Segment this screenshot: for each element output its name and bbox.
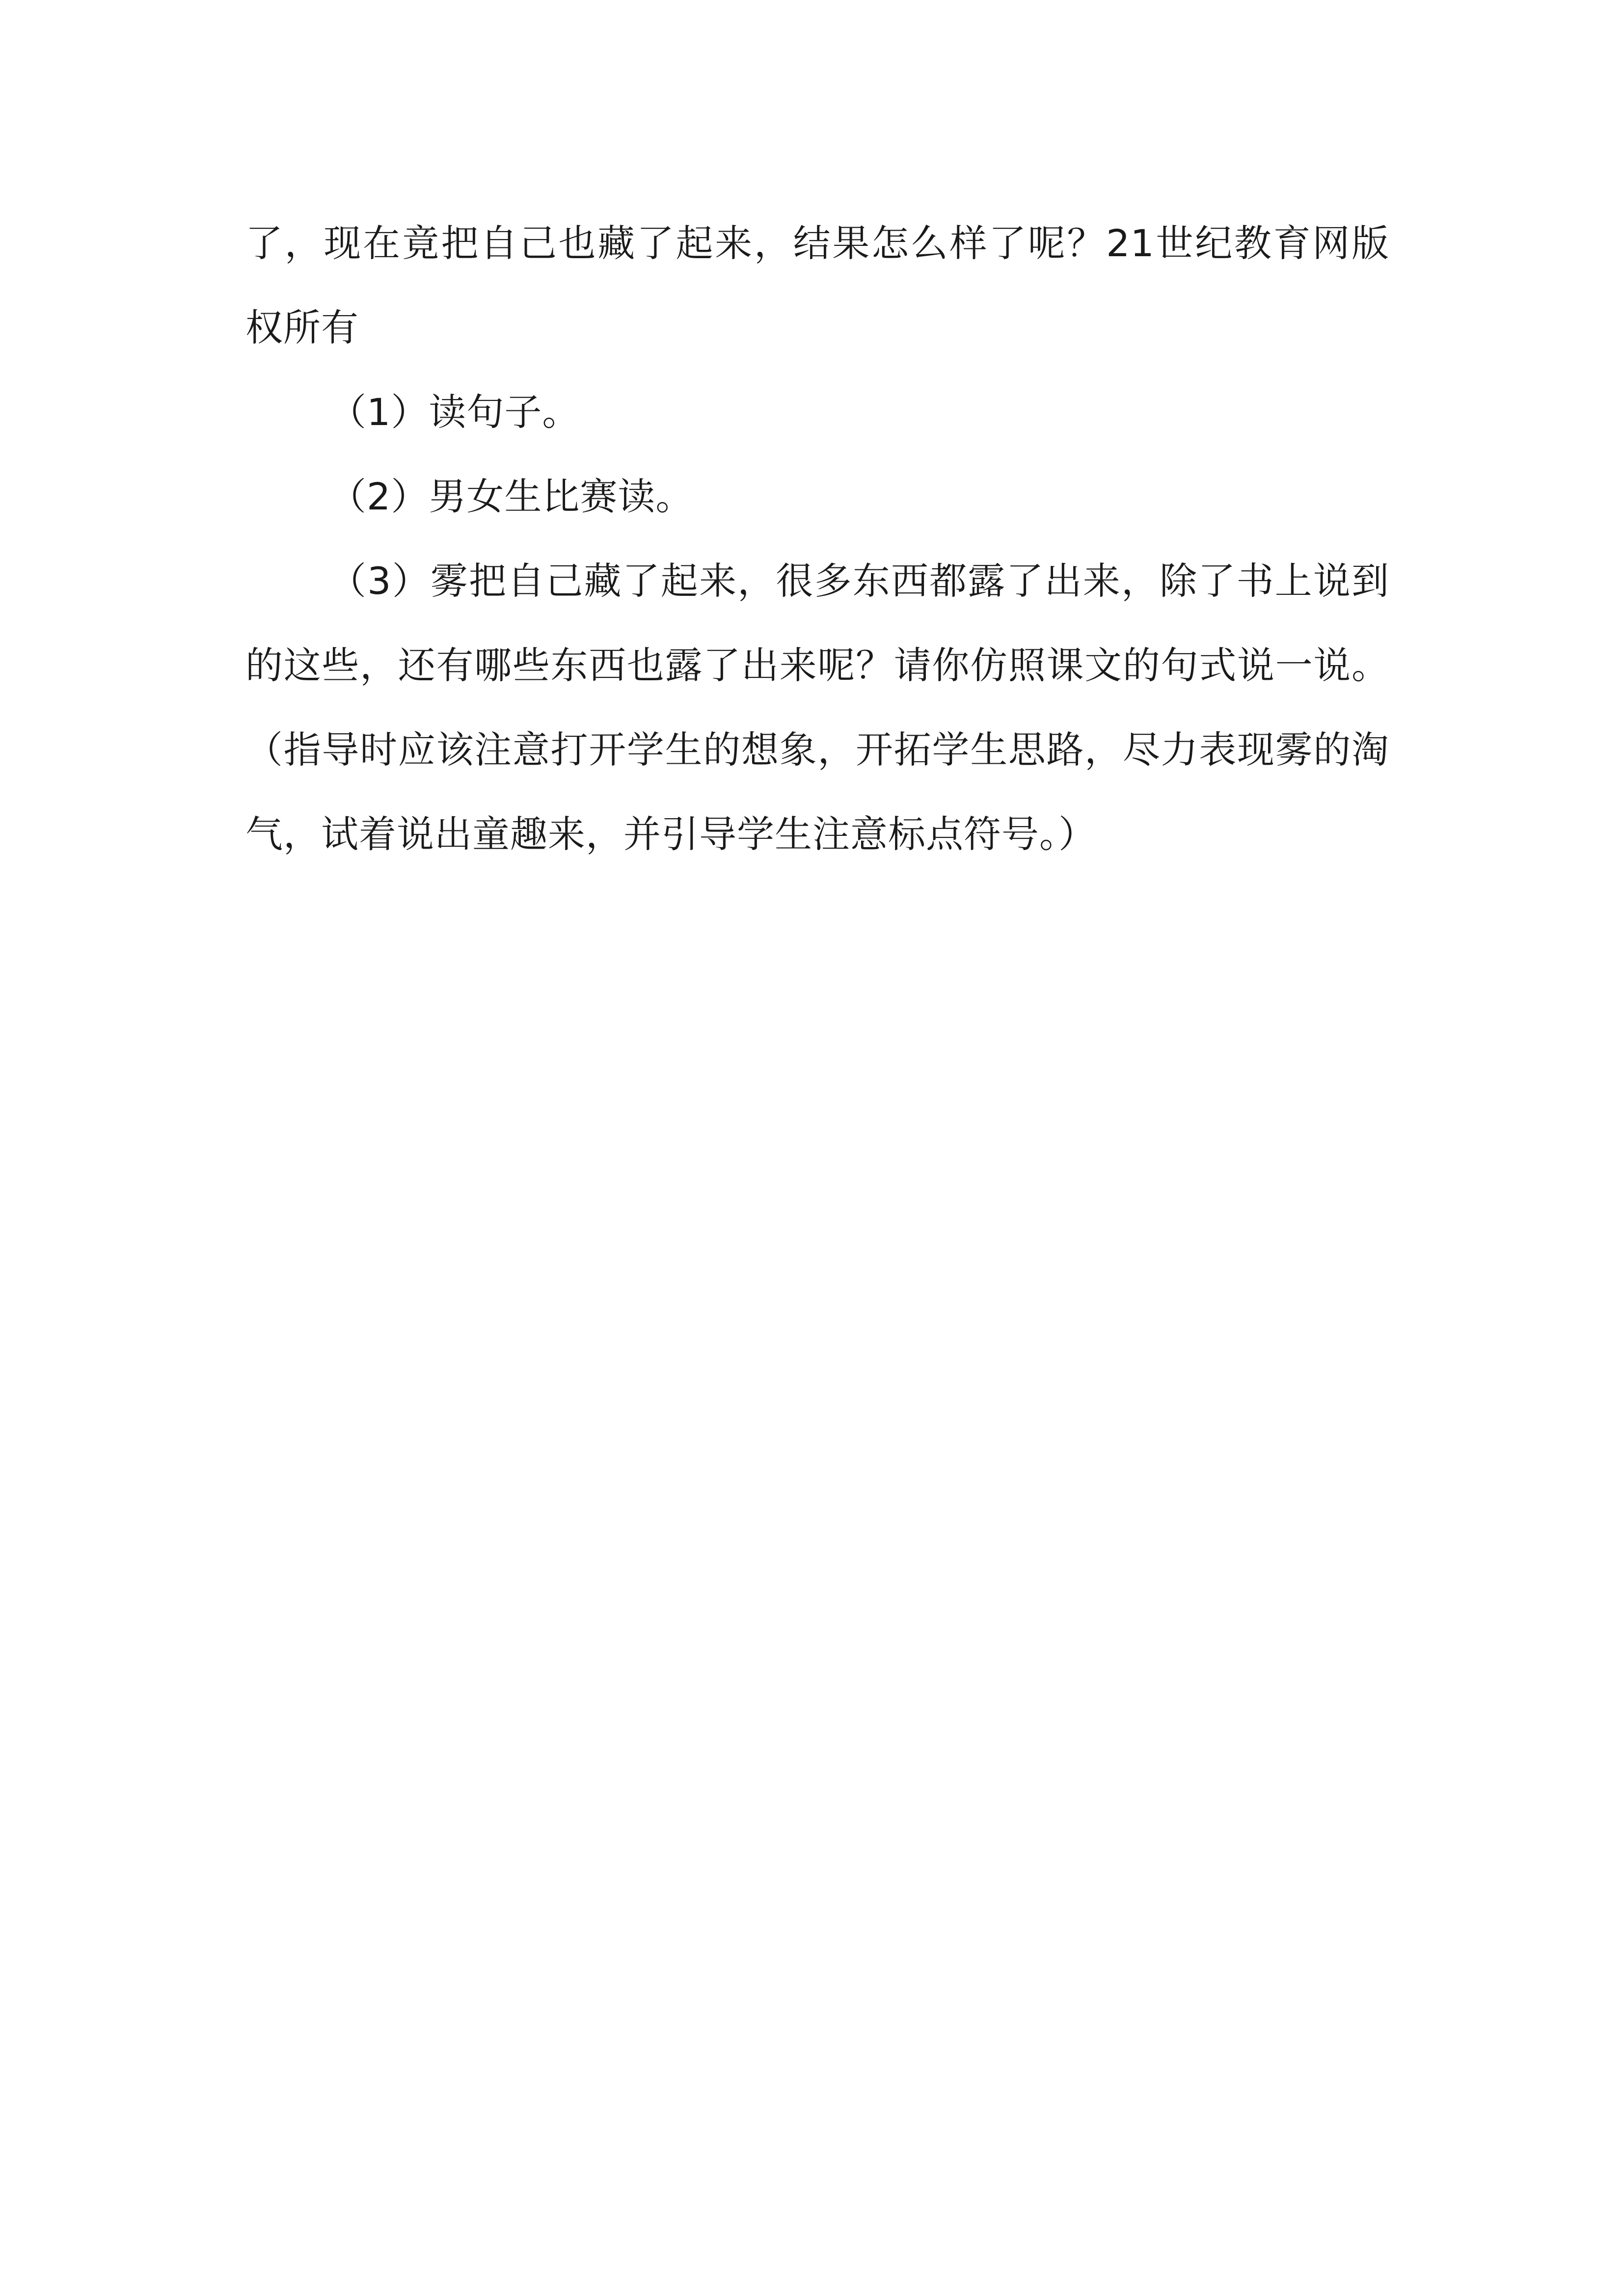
- paragraph-step-2: （2）男女生比赛读。: [329, 475, 694, 518]
- document-body: [245, 201, 1389, 877]
- paragraph-step-3: （3）雾把自己藏了起来，很多东西都露了出来，除了书上说到的这些，还有哪些东西也露了出来呢？请你仿照课文的句式说一说。（指导时应该注意打开学生的想象，开拓学生思路，尽力表现雾的淘气，试着说出童趣来，并引导学生注意标点符号。）: [245, 559, 1389, 856]
- paragraph-step-1: （1）读句子。: [329, 390, 580, 434]
- paragraph-continuation: 了，现在竟把自己也藏了起来，结果怎么样了呢？21世纪教育网版权所有: [245, 221, 1389, 349]
